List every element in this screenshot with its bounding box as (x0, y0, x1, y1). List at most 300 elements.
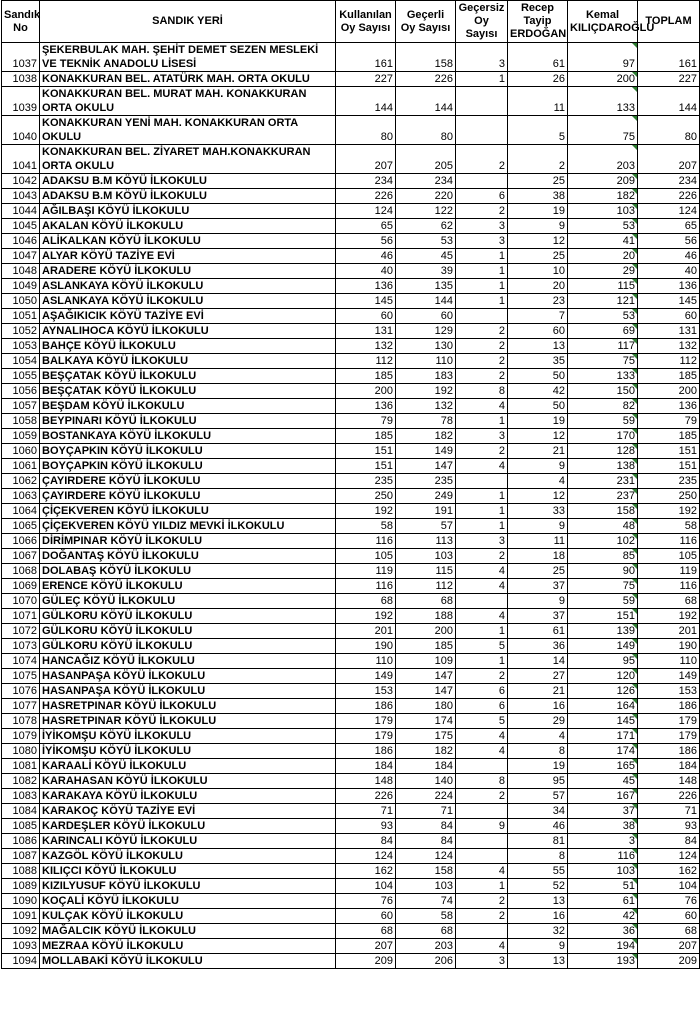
cell-kullanilan: 116 (336, 579, 396, 594)
cell-sandik-no: 1071 (2, 609, 40, 624)
cell-kullanilan: 124 (336, 849, 396, 864)
cell-sandik-no: 1070 (2, 594, 40, 609)
cell-sandik-no: 1051 (2, 309, 40, 324)
cell-erdogan: 36 (508, 639, 568, 654)
cell-gecerli: 135 (396, 279, 456, 294)
cell-toplam: 153 (638, 684, 700, 699)
cell-gecersiz: 6 (456, 699, 508, 714)
cell-kilicdaroglu: 174 (568, 744, 638, 759)
cell-gecersiz: 1 (456, 489, 508, 504)
cell-kilicdaroglu: 103 (568, 204, 638, 219)
cell-sandik-yeri: BALKAYA KÖYÜ İLKOKULU (40, 354, 336, 369)
table-row (2, 654, 700, 669)
cell-gecerli: 220 (396, 189, 456, 204)
cell-sandik-yeri: ÇİÇEKVEREN KÖYÜ YILDIZ MEVKİ İLKOKULU (40, 519, 336, 534)
cell-sandik-yeri: KONAKKURAN BEL. ZİYARET MAH.KONAKKURAN ORTA OKULU (40, 145, 336, 174)
cell-kullanilan: 145 (336, 294, 396, 309)
cell-kullanilan: 68 (336, 594, 396, 609)
cell-gecersiz: 1 (456, 414, 508, 429)
cell-kilicdaroglu: 51 (568, 879, 638, 894)
cell-kullanilan: 151 (336, 459, 396, 474)
cell-toplam: 131 (638, 324, 700, 339)
table-row (2, 804, 700, 819)
cell-erdogan: 61 (508, 43, 568, 72)
cell-toplam: 162 (638, 864, 700, 879)
cell-kilicdaroglu: 182 (568, 189, 638, 204)
cell-kilicdaroglu: 102 (568, 534, 638, 549)
cell-gecersiz: 4 (456, 609, 508, 624)
cell-sandik-no: 1090 (2, 894, 40, 909)
table-body (2, 43, 700, 969)
table-row (2, 234, 700, 249)
cell-gecerli: 140 (396, 774, 456, 789)
cell-gecersiz: 1 (456, 519, 508, 534)
header-kilicdaroglu: Kemal KILIÇDAROĞLU (568, 1, 638, 43)
cell-sandik-yeri: DİRİMPINAR KÖYÜ İLKOKULU (40, 534, 336, 549)
table-row (2, 834, 700, 849)
cell-sandik-yeri: KAZGÖL KÖYÜ İLKOKULU (40, 849, 336, 864)
cell-kilicdaroglu: 75 (568, 116, 638, 145)
cell-gecersiz: 2 (456, 369, 508, 384)
cell-kullanilan: 116 (336, 534, 396, 549)
cell-sandik-yeri: KULÇAK KÖYÜ İLKOKULU (40, 909, 336, 924)
cell-toplam: 207 (638, 939, 700, 954)
table-row (2, 204, 700, 219)
ballot-results-table (1, 0, 700, 969)
table-row (2, 339, 700, 354)
cell-sandik-no: 1052 (2, 324, 40, 339)
cell-sandik-no: 1067 (2, 549, 40, 564)
cell-kullanilan: 136 (336, 399, 396, 414)
cell-gecerli: 129 (396, 324, 456, 339)
cell-sandik-no: 1086 (2, 834, 40, 849)
cell-gecerli: 62 (396, 219, 456, 234)
cell-sandik-yeri: AĞILBAŞI KÖYÜ İLKOKULU (40, 204, 336, 219)
cell-sandik-yeri: BAHÇE KÖYÜ İLKOKULU (40, 339, 336, 354)
cell-gecerli: 68 (396, 924, 456, 939)
cell-kilicdaroglu: 69 (568, 324, 638, 339)
cell-sandik-yeri: KARAKOÇ KÖYÜ TAZİYE EVİ (40, 804, 336, 819)
cell-erdogan: 12 (508, 429, 568, 444)
cell-sandik-no: 1078 (2, 714, 40, 729)
cell-gecerli: 144 (396, 294, 456, 309)
cell-sandik-no: 1065 (2, 519, 40, 534)
table-row (2, 699, 700, 714)
cell-toplam: 192 (638, 504, 700, 519)
cell-gecerli: 182 (396, 744, 456, 759)
cell-sandik-no: 1081 (2, 759, 40, 774)
cell-gecerli: 180 (396, 699, 456, 714)
cell-gecersiz (456, 924, 508, 939)
table-row (2, 594, 700, 609)
cell-kilicdaroglu: 138 (568, 459, 638, 474)
cell-gecersiz: 8 (456, 384, 508, 399)
cell-toplam: 124 (638, 849, 700, 864)
table-row (2, 309, 700, 324)
cell-sandik-no: 1061 (2, 459, 40, 474)
cell-gecersiz: 1 (456, 249, 508, 264)
cell-sandik-no: 1087 (2, 849, 40, 864)
cell-gecerli: 57 (396, 519, 456, 534)
cell-gecersiz: 3 (456, 429, 508, 444)
cell-kullanilan: 200 (336, 384, 396, 399)
cell-toplam: 116 (638, 534, 700, 549)
table-row (2, 369, 700, 384)
cell-sandik-yeri: GÜLEÇ KÖYÜ İLKOKULU (40, 594, 336, 609)
cell-toplam: 185 (638, 369, 700, 384)
cell-gecersiz: 1 (456, 294, 508, 309)
cell-kilicdaroglu: 75 (568, 354, 638, 369)
cell-gecerli: 234 (396, 174, 456, 189)
cell-erdogan: 46 (508, 819, 568, 834)
cell-gecerli: 112 (396, 579, 456, 594)
cell-sandik-no: 1059 (2, 429, 40, 444)
cell-kilicdaroglu: 90 (568, 564, 638, 579)
cell-gecersiz: 1 (456, 654, 508, 669)
table-row (2, 759, 700, 774)
cell-kilicdaroglu: 170 (568, 429, 638, 444)
cell-gecerli: 39 (396, 264, 456, 279)
cell-toplam: 136 (638, 399, 700, 414)
cell-kilicdaroglu: 41 (568, 234, 638, 249)
cell-sandik-yeri: ASLANKAYA KÖYÜ İLKOKULU (40, 294, 336, 309)
cell-erdogan: 37 (508, 609, 568, 624)
cell-sandik-no: 1073 (2, 639, 40, 654)
cell-gecersiz: 5 (456, 714, 508, 729)
cell-sandik-no: 1055 (2, 369, 40, 384)
cell-toplam: 185 (638, 429, 700, 444)
cell-erdogan: 8 (508, 849, 568, 864)
cell-sandik-yeri: KIZILYUSUF KÖYÜ İLKOKULU (40, 879, 336, 894)
cell-gecerli: 78 (396, 414, 456, 429)
cell-kullanilan: 56 (336, 234, 396, 249)
cell-sandik-yeri: ADAKSU B.M KÖYÜ İLKOKULU (40, 174, 336, 189)
cell-gecerli: 53 (396, 234, 456, 249)
cell-erdogan: 81 (508, 834, 568, 849)
cell-sandik-yeri: AYNALIHOCA KÖYÜ İLKOKULU (40, 324, 336, 339)
cell-erdogan: 9 (508, 519, 568, 534)
cell-gecerli: 203 (396, 939, 456, 954)
cell-toplam: 207 (638, 145, 700, 174)
cell-toplam: 201 (638, 624, 700, 639)
cell-kilicdaroglu: 75 (568, 579, 638, 594)
cell-sandik-yeri: ARADERE KÖYÜ İLKOKULU (40, 264, 336, 279)
cell-gecerli: 206 (396, 954, 456, 969)
cell-sandik-yeri: ALİKALKAN KÖYÜ İLKOKULU (40, 234, 336, 249)
cell-erdogan: 60 (508, 324, 568, 339)
cell-kilicdaroglu: 151 (568, 609, 638, 624)
cell-sandik-no: 1094 (2, 954, 40, 969)
cell-kullanilan: 40 (336, 264, 396, 279)
cell-gecersiz: 9 (456, 819, 508, 834)
cell-kilicdaroglu: 29 (568, 264, 638, 279)
cell-kilicdaroglu: 237 (568, 489, 638, 504)
table-row (2, 729, 700, 744)
cell-erdogan: 55 (508, 864, 568, 879)
cell-toplam: 76 (638, 894, 700, 909)
cell-sandik-yeri: İYİKOMŞU KÖYÜ İLKOKULU (40, 729, 336, 744)
cell-gecersiz (456, 116, 508, 145)
cell-gecersiz: 5 (456, 639, 508, 654)
table-row (2, 879, 700, 894)
cell-kullanilan: 190 (336, 639, 396, 654)
cell-gecersiz: 1 (456, 624, 508, 639)
cell-sandik-yeri: HASANPAŞA KÖYÜ İLKOKULU (40, 669, 336, 684)
cell-gecerli: 185 (396, 639, 456, 654)
cell-gecerli: 84 (396, 819, 456, 834)
cell-kilicdaroglu: 139 (568, 624, 638, 639)
cell-gecerli: 249 (396, 489, 456, 504)
cell-gecersiz: 3 (456, 954, 508, 969)
cell-erdogan: 4 (508, 474, 568, 489)
cell-gecerli: 182 (396, 429, 456, 444)
cell-sandik-no: 1064 (2, 504, 40, 519)
cell-gecersiz (456, 849, 508, 864)
cell-toplam: 192 (638, 609, 700, 624)
cell-toplam: 56 (638, 234, 700, 249)
cell-kullanilan: 131 (336, 324, 396, 339)
cell-erdogan: 19 (508, 204, 568, 219)
cell-erdogan: 42 (508, 384, 568, 399)
cell-sandik-no: 1074 (2, 654, 40, 669)
cell-kullanilan: 93 (336, 819, 396, 834)
cell-kilicdaroglu: 165 (568, 759, 638, 774)
cell-sandik-yeri: GÜLKORU KÖYÜ İLKOKULU (40, 624, 336, 639)
cell-gecerli: 158 (396, 43, 456, 72)
cell-kilicdaroglu: 209 (568, 174, 638, 189)
table-row (2, 939, 700, 954)
cell-kilicdaroglu: 85 (568, 549, 638, 564)
table-row (2, 639, 700, 654)
cell-gecersiz (456, 594, 508, 609)
table-row (2, 894, 700, 909)
cell-gecersiz (456, 759, 508, 774)
cell-erdogan: 9 (508, 459, 568, 474)
cell-kilicdaroglu: 128 (568, 444, 638, 459)
table-row (2, 294, 700, 309)
cell-toplam: 132 (638, 339, 700, 354)
cell-kullanilan: 153 (336, 684, 396, 699)
cell-toplam: 110 (638, 654, 700, 669)
cell-erdogan: 50 (508, 369, 568, 384)
cell-gecerli: 110 (396, 354, 456, 369)
cell-toplam: 119 (638, 564, 700, 579)
cell-erdogan: 29 (508, 714, 568, 729)
cell-erdogan: 12 (508, 234, 568, 249)
cell-gecersiz: 2 (456, 204, 508, 219)
cell-toplam: 144 (638, 87, 700, 116)
table-row (2, 789, 700, 804)
cell-sandik-no: 1041 (2, 145, 40, 174)
cell-kilicdaroglu: 59 (568, 594, 638, 609)
cell-gecerli: 74 (396, 894, 456, 909)
cell-sandik-yeri: KONAKKURAN BEL. MURAT MAH. KONAKKURAN ORTA OKULU (40, 87, 336, 116)
cell-gecersiz: 6 (456, 684, 508, 699)
cell-kilicdaroglu: 231 (568, 474, 638, 489)
table-row (2, 564, 700, 579)
cell-gecerli: 158 (396, 864, 456, 879)
cell-gecersiz: 6 (456, 189, 508, 204)
cell-erdogan: 9 (508, 939, 568, 954)
cell-gecersiz: 3 (456, 234, 508, 249)
cell-gecersiz: 4 (456, 744, 508, 759)
cell-sandik-no: 1043 (2, 189, 40, 204)
cell-kullanilan: 104 (336, 879, 396, 894)
table-row (2, 384, 700, 399)
cell-sandik-yeri: BOYÇAPKIN KÖYÜ İLKOKULU (40, 444, 336, 459)
cell-erdogan: 37 (508, 579, 568, 594)
cell-sandik-no: 1049 (2, 279, 40, 294)
cell-erdogan: 21 (508, 684, 568, 699)
cell-erdogan: 23 (508, 294, 568, 309)
cell-kilicdaroglu: 38 (568, 819, 638, 834)
cell-kullanilan: 185 (336, 429, 396, 444)
cell-sandik-no: 1058 (2, 414, 40, 429)
cell-toplam: 179 (638, 729, 700, 744)
cell-kullanilan: 136 (336, 279, 396, 294)
cell-gecerli: 132 (396, 399, 456, 414)
cell-toplam: 149 (638, 669, 700, 684)
cell-sandik-no: 1089 (2, 879, 40, 894)
cell-toplam: 186 (638, 744, 700, 759)
cell-gecerli: 147 (396, 669, 456, 684)
cell-gecersiz: 1 (456, 504, 508, 519)
cell-gecerli: 191 (396, 504, 456, 519)
cell-kullanilan: 79 (336, 414, 396, 429)
table-row (2, 519, 700, 534)
cell-gecersiz (456, 804, 508, 819)
cell-erdogan: 26 (508, 72, 568, 87)
cell-toplam: 227 (638, 72, 700, 87)
cell-kilicdaroglu: 48 (568, 519, 638, 534)
cell-erdogan: 20 (508, 279, 568, 294)
table-row (2, 444, 700, 459)
cell-kilicdaroglu: 149 (568, 639, 638, 654)
cell-sandik-no: 1045 (2, 219, 40, 234)
cell-erdogan: 19 (508, 414, 568, 429)
cell-toplam: 58 (638, 519, 700, 534)
cell-gecerli: 68 (396, 594, 456, 609)
cell-sandik-no: 1044 (2, 204, 40, 219)
cell-toplam: 145 (638, 294, 700, 309)
cell-sandik-yeri: HASRETPINAR KÖYÜ İLKOKULU (40, 699, 336, 714)
cell-sandik-no: 1082 (2, 774, 40, 789)
cell-sandik-yeri: ALYAR KÖYÜ TAZİYE EVİ (40, 249, 336, 264)
cell-kilicdaroglu: 145 (568, 714, 638, 729)
table-row (2, 489, 700, 504)
cell-kilicdaroglu: 133 (568, 369, 638, 384)
table-row (2, 849, 700, 864)
cell-kilicdaroglu: 126 (568, 684, 638, 699)
cell-kilicdaroglu: 203 (568, 145, 638, 174)
table-row (2, 264, 700, 279)
cell-toplam: 105 (638, 549, 700, 564)
cell-gecerli: 80 (396, 116, 456, 145)
cell-gecerli: 183 (396, 369, 456, 384)
cell-erdogan: 25 (508, 564, 568, 579)
cell-gecersiz (456, 309, 508, 324)
cell-gecersiz: 4 (456, 729, 508, 744)
cell-erdogan: 9 (508, 594, 568, 609)
cell-kullanilan: 209 (336, 954, 396, 969)
cell-sandik-yeri: KOÇALİ KÖYÜ İLKOKULU (40, 894, 336, 909)
cell-kilicdaroglu: 53 (568, 219, 638, 234)
cell-toplam: 60 (638, 909, 700, 924)
cell-gecersiz: 8 (456, 774, 508, 789)
cell-erdogan: 21 (508, 444, 568, 459)
cell-kilicdaroglu: 97 (568, 43, 638, 72)
cell-sandik-yeri: BEYPINARI KÖYÜ İLKOKULU (40, 414, 336, 429)
cell-sandik-yeri: BEŞDAM KÖYÜ İLKOKULU (40, 399, 336, 414)
cell-toplam: 80 (638, 116, 700, 145)
cell-gecerli: 224 (396, 789, 456, 804)
table-row (2, 954, 700, 969)
cell-kilicdaroglu: 158 (568, 504, 638, 519)
cell-gecerli: 149 (396, 444, 456, 459)
cell-kullanilan: 162 (336, 864, 396, 879)
cell-toplam: 136 (638, 279, 700, 294)
cell-sandik-yeri: GÜLKORU KÖYÜ İLKOKULU (40, 639, 336, 654)
cell-sandik-yeri: ADAKSU B.M KÖYÜ İLKOKULU (40, 189, 336, 204)
cell-sandik-no: 1037 (2, 43, 40, 72)
cell-toplam: 179 (638, 714, 700, 729)
table-row (2, 189, 700, 204)
cell-toplam: 151 (638, 459, 700, 474)
cell-erdogan: 16 (508, 909, 568, 924)
cell-gecersiz: 1 (456, 879, 508, 894)
cell-sandik-no: 1084 (2, 804, 40, 819)
cell-gecersiz: 4 (456, 399, 508, 414)
cell-gecerli: 192 (396, 384, 456, 399)
cell-erdogan: 38 (508, 189, 568, 204)
cell-erdogan: 57 (508, 789, 568, 804)
cell-sandik-yeri: ÇAYIRDERE KÖYÜ İLKOKULU (40, 489, 336, 504)
table-row (2, 864, 700, 879)
table-row (2, 774, 700, 789)
cell-toplam: 112 (638, 354, 700, 369)
cell-erdogan: 27 (508, 669, 568, 684)
cell-sandik-yeri: KARAHASAN KÖYÜ İLKOKULU (40, 774, 336, 789)
cell-kullanilan: 144 (336, 87, 396, 116)
cell-kullanilan: 201 (336, 624, 396, 639)
cell-gecersiz: 3 (456, 219, 508, 234)
cell-kilicdaroglu: 117 (568, 339, 638, 354)
cell-sandik-yeri: MOLLABAKİ KÖYÜ İLKOKULU (40, 954, 336, 969)
cell-kilicdaroglu: 20 (568, 249, 638, 264)
cell-gecerli: 175 (396, 729, 456, 744)
header-kullanilan: Kullanılan Oy Sayısı (336, 1, 396, 43)
cell-kilicdaroglu: 120 (568, 669, 638, 684)
cell-sandik-no: 1093 (2, 939, 40, 954)
cell-erdogan: 14 (508, 654, 568, 669)
cell-gecerli: 60 (396, 309, 456, 324)
cell-gecerli: 147 (396, 684, 456, 699)
header-row (2, 1, 700, 43)
cell-gecerli: 124 (396, 849, 456, 864)
cell-gecerli: 113 (396, 534, 456, 549)
cell-sandik-no: 1042 (2, 174, 40, 189)
cell-sandik-no: 1040 (2, 116, 40, 145)
cell-erdogan: 5 (508, 116, 568, 145)
cell-sandik-yeri: KARAKAYA KÖYÜ İLKOKULU (40, 789, 336, 804)
cell-toplam: 68 (638, 594, 700, 609)
table-row (2, 924, 700, 939)
cell-gecerli: 226 (396, 72, 456, 87)
table-row (2, 249, 700, 264)
header-toplam: TOPLAM (638, 1, 700, 43)
cell-erdogan: 10 (508, 264, 568, 279)
cell-sandik-yeri: AŞAĞIKICIK KÖYÜ TAZİYE EVİ (40, 309, 336, 324)
